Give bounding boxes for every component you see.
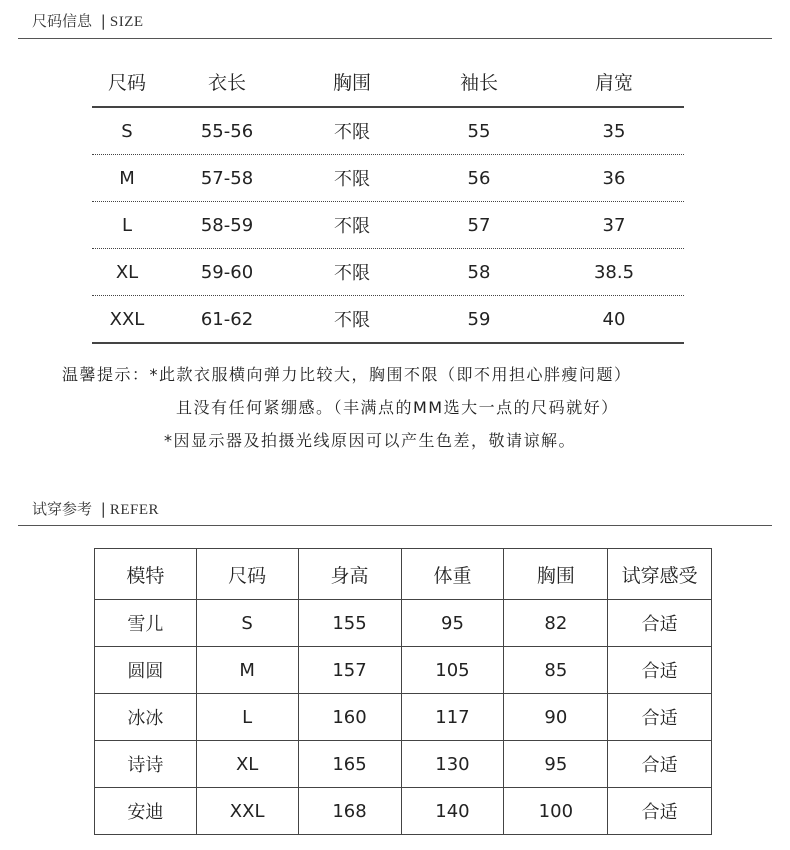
bust-cell: 90	[504, 694, 608, 741]
feeling-cell: 合适	[608, 694, 712, 741]
size-cell: S	[196, 600, 298, 647]
length-cell: 58-59	[200, 214, 254, 236]
size-cell: S	[121, 120, 133, 142]
size-header-sleeve: 袖长	[459, 71, 498, 94]
table-row	[95, 788, 712, 835]
bust-cell: 不限	[334, 310, 370, 331]
size-header-bust: 胸围	[332, 71, 371, 94]
size-table	[92, 56, 684, 344]
fit-header-weight: 体重	[401, 549, 504, 600]
table-row	[95, 647, 712, 694]
height-cell: 168	[298, 788, 401, 835]
refer-title-cn: 试穿参考	[32, 500, 93, 518]
bust-cell: 95	[504, 741, 608, 788]
fit-header-model: 模特	[95, 549, 197, 600]
size-table-header	[92, 56, 684, 108]
refer-section-title	[32, 498, 159, 519]
sleeve-cell: 56	[467, 167, 491, 189]
length-cell: 57-58	[200, 167, 254, 189]
size-cell: XL	[115, 261, 139, 283]
feeling-cell: 合适	[608, 647, 712, 694]
model-cell: 雪儿	[95, 600, 197, 647]
table-row	[95, 741, 712, 788]
model-cell: 安迪	[95, 788, 197, 835]
size-header-size: 尺码	[107, 71, 146, 94]
weight-cell: 130	[401, 741, 504, 788]
model-cell: 冰冰	[95, 694, 197, 741]
note-line-2: 且没有任何紧绷感。（丰满点的MM选大一点的尺码就好）	[176, 398, 619, 417]
note-line-3: *因显示器及拍摄光线原因可以产生色差，敬请谅解。	[164, 431, 577, 450]
refer-section-divider	[18, 525, 772, 526]
size-cell: XL	[196, 741, 298, 788]
feeling-cell: 合适	[608, 788, 712, 835]
table-row	[92, 296, 684, 344]
model-cell: 诗诗	[95, 741, 197, 788]
length-cell: 55-56	[200, 120, 254, 142]
size-cell: XXL	[196, 788, 298, 835]
sleeve-cell: 58	[467, 261, 491, 283]
refer-title-divider: |	[100, 500, 106, 518]
fit-header-size: 尺码	[196, 549, 298, 600]
size-header-shoulder: 肩宽	[594, 71, 633, 94]
shoulder-cell: 37	[602, 214, 626, 236]
fit-header-bust: 胸围	[504, 549, 608, 600]
sleeve-cell: 59	[467, 308, 491, 330]
weight-cell: 117	[401, 694, 504, 741]
size-section-title	[32, 10, 144, 31]
size-cell: XXL	[109, 308, 145, 330]
weight-cell: 95	[401, 600, 504, 647]
height-cell: 160	[298, 694, 401, 741]
table-row	[92, 249, 684, 296]
size-cell: L	[121, 214, 133, 236]
shoulder-cell: 36	[602, 167, 626, 189]
model-cell: 圆圆	[95, 647, 197, 694]
bust-cell: 不限	[334, 169, 370, 190]
size-header-length: 衣长	[207, 71, 246, 94]
shoulder-cell: 38.5	[593, 261, 635, 283]
fit-header-feeling: 试穿感受	[608, 549, 712, 600]
table-row	[92, 108, 684, 155]
sleeve-cell: 57	[467, 214, 491, 236]
table-row	[92, 202, 684, 249]
bust-cell: 不限	[334, 122, 370, 143]
bust-cell: 85	[504, 647, 608, 694]
height-cell: 165	[298, 741, 401, 788]
length-cell: 61-62	[200, 308, 254, 330]
size-title-divider: |	[100, 12, 106, 30]
feeling-cell: 合适	[608, 600, 712, 647]
size-title-en: SIZE	[109, 14, 144, 30]
size-title-cn: 尺码信息	[32, 12, 93, 30]
note-line-1: 温馨提示：*此款衣服横向弹力比较大，胸围不限（即不用担心胖瘦问题）	[62, 365, 632, 384]
length-cell: 59-60	[200, 261, 254, 283]
table-row	[92, 155, 684, 202]
height-cell: 155	[298, 600, 401, 647]
refer-title-en: REFER	[109, 502, 160, 518]
fit-header-height: 身高	[298, 549, 401, 600]
height-cell: 157	[298, 647, 401, 694]
table-row	[95, 694, 712, 741]
shoulder-cell: 35	[602, 120, 626, 142]
sleeve-cell: 55	[467, 120, 491, 142]
size-cell: M	[196, 647, 298, 694]
size-section-divider	[18, 38, 772, 39]
bust-cell: 100	[504, 788, 608, 835]
feeling-cell: 合适	[608, 741, 712, 788]
size-cell: L	[196, 694, 298, 741]
fit-table-header	[95, 549, 712, 600]
size-cell: M	[119, 167, 135, 189]
bust-cell: 82	[504, 600, 608, 647]
table-row	[95, 600, 712, 647]
weight-cell: 140	[401, 788, 504, 835]
shoulder-cell: 40	[602, 308, 626, 330]
bust-cell: 不限	[334, 216, 370, 237]
bust-cell: 不限	[334, 263, 370, 284]
weight-cell: 105	[401, 647, 504, 694]
fit-reference-table	[94, 548, 712, 835]
